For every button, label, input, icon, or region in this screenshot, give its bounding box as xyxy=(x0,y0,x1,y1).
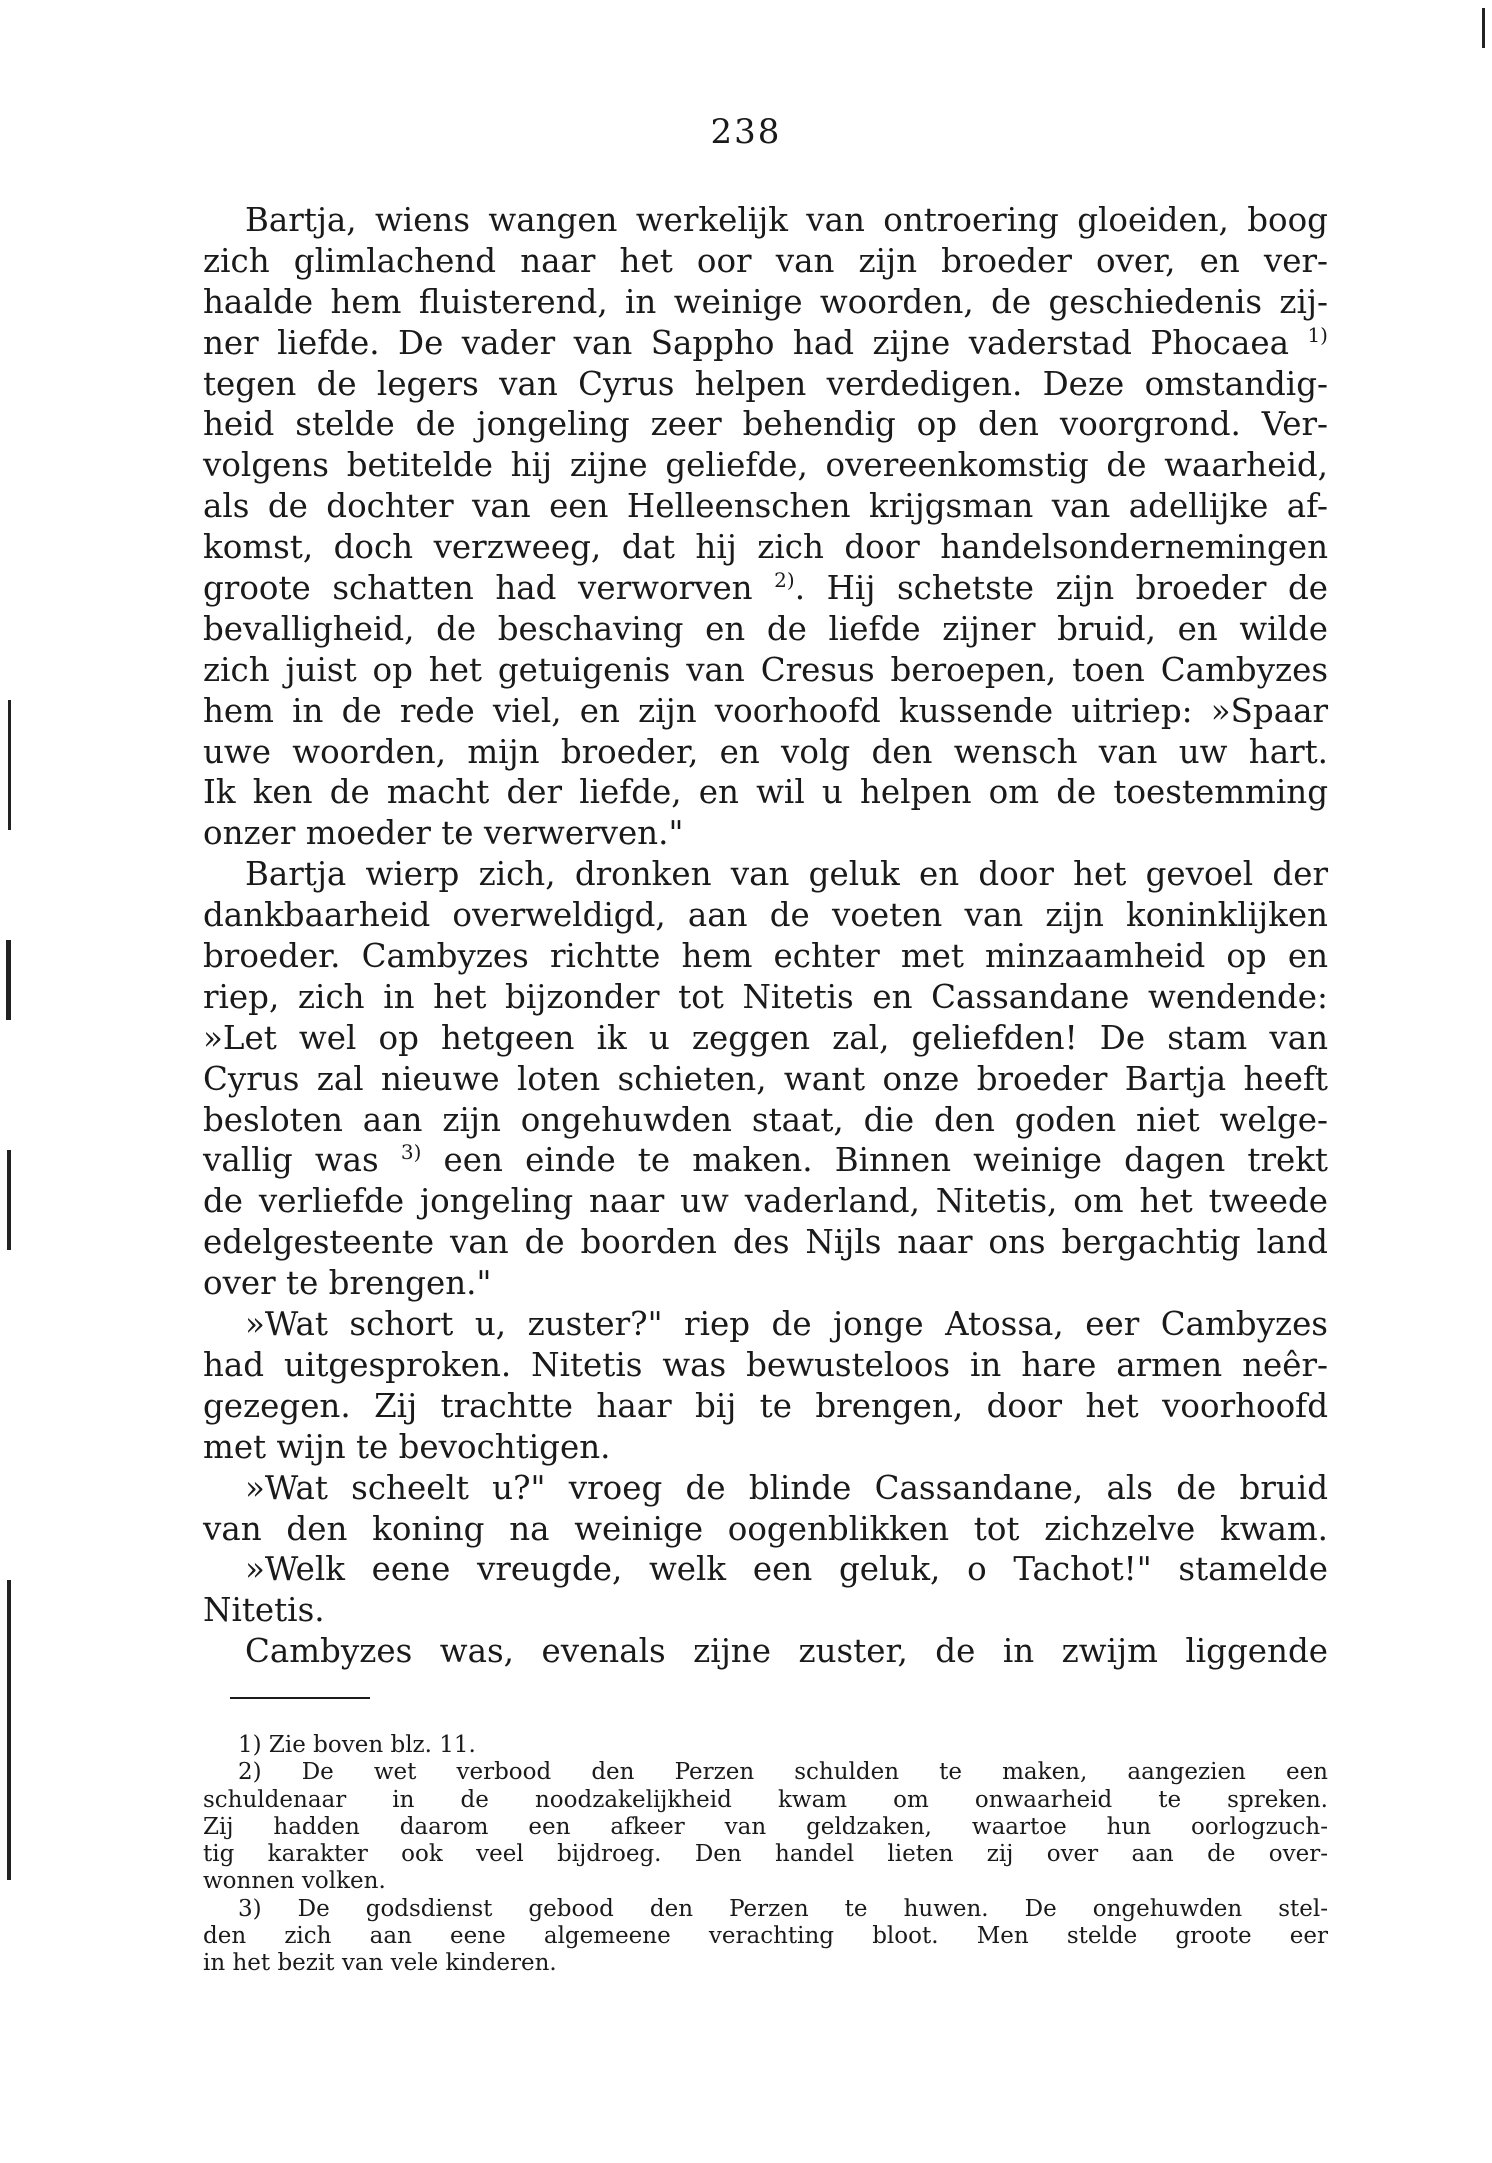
footnote-line: wonnen volken. xyxy=(203,1868,386,1895)
footnote-line: den zich aan eene algemeene verachting bloot. Men stelde groote eer xyxy=(203,1923,1328,1950)
text-line: Bartja, wiens wangen werkelijk van ontroering gloeiden, boog xyxy=(245,201,1328,239)
text-line-part: vallig was xyxy=(203,1141,379,1180)
footnote-line: 2) De wet verbood den Perzen schulden te maken, aangezien een xyxy=(238,1759,1328,1786)
body-text xyxy=(203,200,1328,1672)
text-line: riep, zich in het bijzonder tot Nitetis en Cassandane wendende: xyxy=(203,977,1328,1016)
footnote-line: schuldenaar in de noodzakelijkheid kwam om onwaarheid te spreken. xyxy=(203,1786,1328,1813)
scan-margin-mark xyxy=(1482,8,1485,48)
text-line: »Wat scheelt u?" vroeg de blinde Cassandane, als de bruid xyxy=(245,1468,1328,1507)
text-line: »Let wel op hetgeen ik u zeggen zal, geliefden! De stam van xyxy=(203,1018,1328,1057)
text-line: komst, doch verzweeg, dat hij zich door handelsondernemingen xyxy=(203,528,1328,567)
footnote-line: 3) De godsdienst gebood den Perzen te huwen. De ongehuwden stel- xyxy=(238,1895,1328,1922)
footnote-ref: 1) xyxy=(1307,322,1328,347)
text-line xyxy=(203,1140,1328,1181)
footnote-line: tig karakter ook veel bijdroeg. Den handel lieten zij over aan de over- xyxy=(203,1841,1328,1868)
text-line: hem in de rede viel, en zijn voorhoofd kussende uitriep: »Spaar xyxy=(203,691,1328,730)
text-line-part: ner liefde. De vader van Sappho had zijne vaderstad Phocaea xyxy=(203,323,1289,362)
text-line: als de dochter van een Helleenschen krijgsman van adellijke af- xyxy=(203,487,1328,526)
footnote-line: Zij hadden daarom een afkeer van geldzaken, waartoe hun oorlogzuch- xyxy=(203,1813,1328,1840)
text-line: onzer moeder te verwerven." xyxy=(203,814,684,853)
text-line: de verliefde jongeling naar uw vaderland, Nitetis, om het tweede xyxy=(203,1182,1328,1221)
footnote-line: 1) Zie boven blz. 11. xyxy=(238,1732,476,1758)
text-line: »Welk eene vreugde, welk een geluk, o Tachot!" stamelde xyxy=(245,1550,1328,1589)
text-line: Cambyzes was, evenals zijne zuster, de in zwijm liggende xyxy=(245,1632,1328,1671)
text-line: besloten aan zijn ongehuwden staat, die den goden niet welge- xyxy=(203,1100,1328,1139)
text-line xyxy=(203,568,1328,609)
footnote-divider xyxy=(230,1697,370,1699)
text-line: Bartja wierp zich, dronken van geluk en door het gevoel der xyxy=(245,855,1328,894)
text-line-part: groote schatten had verworven xyxy=(203,569,753,608)
scan-margin-mark xyxy=(7,1150,11,1250)
text-line: zich juist op het getuigenis van Cresus beroepen, toen Cambyzes xyxy=(203,650,1328,689)
text-line: dankbaarheid overweldigd, aan de voeten van zijn koninklijken xyxy=(203,896,1328,935)
page-number: 238 xyxy=(710,112,782,152)
text-line-part: een einde te maken. Binnen weinige dagen trekt xyxy=(443,1141,1328,1180)
text-line: had uitgesproken. Nitetis was bewusteloos in hare armen neêr- xyxy=(203,1345,1328,1384)
text-line: Ik ken de macht der liefde, en wil u helpen om de toestemming xyxy=(203,773,1328,812)
footnote-line: in het bezit van vele kinderen. xyxy=(203,1950,557,1977)
text-line: Nitetis. xyxy=(203,1591,325,1630)
text-line: »Wat schort u, zuster?" riep de jonge Atossa, eer Cambyzes xyxy=(245,1305,1328,1344)
scan-margin-mark xyxy=(7,1580,11,1880)
text-line: Cyrus zal nieuwe loten schieten, want onze broeder Bartja heeft xyxy=(203,1059,1328,1098)
scan-margin-mark xyxy=(8,700,11,830)
text-line: volgens betitelde hij zijne geliefde, overeenkomstig de waarheid, xyxy=(203,446,1328,485)
text-line: uwe woorden, mijn broeder, en volg den wensch van uw hart. xyxy=(203,732,1328,771)
text-line: tegen de legers van Cyrus helpen verdedigen. Deze omstandig- xyxy=(203,364,1328,403)
text-line: gezegen. Zij trachtte haar bij te brengen, door het voorhoofd xyxy=(203,1386,1328,1425)
text-line-part: . Hij schetste zijn broeder de xyxy=(794,569,1328,608)
text-line xyxy=(203,323,1328,364)
text-line: zich glimlachend naar het oor van zijn broeder over, en ver- xyxy=(203,241,1328,280)
text-line: broeder. Cambyzes richtte hem echter met minzaamheid op en xyxy=(203,937,1328,976)
text-line: edelgesteente van de boorden des Nijls naar ons bergachtig land xyxy=(203,1223,1328,1262)
text-line: bevalligheid, de beschaving en de liefde zijner bruid, en wilde xyxy=(203,609,1328,648)
text-line: over te brengen." xyxy=(203,1264,492,1303)
text-line: van den koning na weinige oogenblikken tot zichzelve kwam. xyxy=(203,1509,1328,1548)
text-line: met wijn te bevochtigen. xyxy=(203,1427,611,1466)
footnotes xyxy=(203,1732,1328,1978)
scan-margin-mark xyxy=(6,940,11,1020)
footnote-ref: 2) xyxy=(774,568,795,593)
text-line: heid stelde de jongeling zeer behendig op den voorgrond. Ver- xyxy=(203,405,1328,444)
text-line: haalde hem fluisterend, in weinige woorden, de geschiedenis zij- xyxy=(203,282,1328,321)
footnote-ref: 3) xyxy=(400,1140,422,1165)
